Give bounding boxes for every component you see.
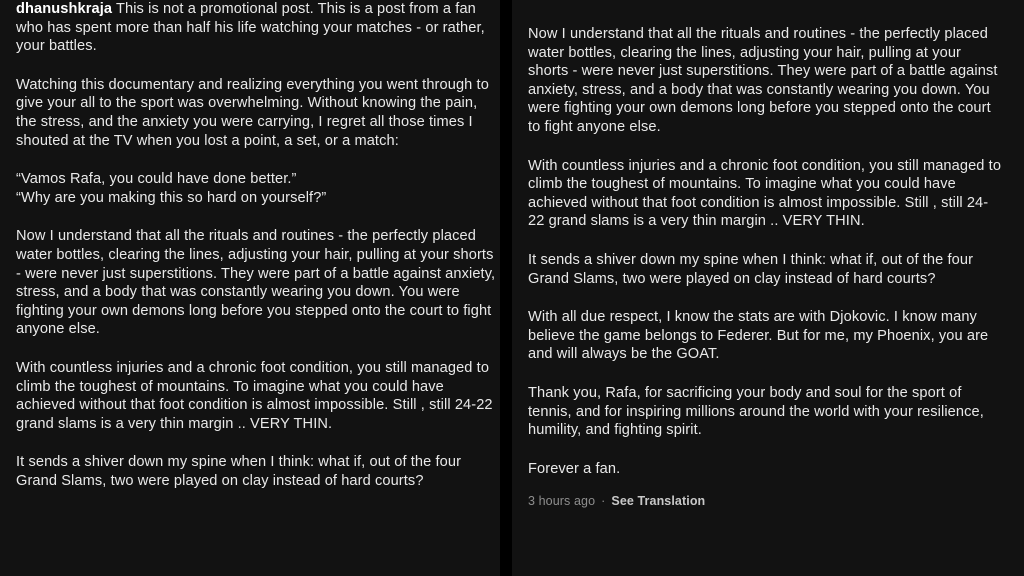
caption-signoff: Forever a fan. bbox=[528, 460, 621, 477]
timestamp: 3 hours ago bbox=[528, 494, 596, 509]
intro-text: This is not a promotional post. This is a post from a fan who has spent more than half his life watching your matches - or rather, your battles. bbox=[16, 1, 485, 55]
see-translation-button[interactable]: See Translation bbox=[611, 494, 706, 509]
post-meta bbox=[528, 492, 1004, 511]
caption-paragraph: With all due respect, I know the stats are with Djokovic. I know many believe the game belongs to Federer. But for me, my Phoenix, you are and will always be the GOAT. bbox=[528, 309, 989, 363]
caption-text bbox=[528, 25, 1004, 511]
caption-paragraph: With countless injuries and a chronic foot condition, you still managed to climb the toughest of mountains. To imagine what you could have achieved without that foot condition is almost impossible. Still , still 24-22 grand slams is a very thin margin .. VERY THIN. bbox=[16, 359, 493, 432]
meta-separator: · bbox=[601, 494, 606, 509]
caption-quote: “Vamos Rafa, you could have done better.” “Why are you making this so hard on yourself?” bbox=[16, 171, 327, 206]
caption-paragraph: With countless injuries and a chronic foot condition, you still managed to climb the toughest of mountains. To imagine what you could have achieved without that foot condition is almost impossible. Still , still 24-22 grand slams is a very thin margin .. VERY THIN. bbox=[528, 157, 1002, 230]
left-caption-panel bbox=[0, 0, 500, 576]
caption-paragraph: Now I understand that all the rituals and routines - the perfectly placed water bottles, clearing the lines, adjusting your hair, pulling at your shorts - were never just superstitions. They were part of a battle against anxiety, stress, and a body that was constantly wearing you down. You were fighting your own demons long before you stepped onto the court to fight anyone else. bbox=[528, 26, 998, 135]
caption-paragraph: Thank you, Rafa, for sacrificing your body and soul for the sport of tennis, and for inspiring millions around the world with your resilience, humility, and fighting spirit. bbox=[528, 384, 984, 439]
caption-paragraph: Now I understand that all the rituals and routines - the perfectly placed water bottles, clearing the lines, adjusting your hair, pulling at your shorts - were never just superstitions. They were part of a battle against anxiety, stress, and a body that was constantly wearing you down. You were fighting your own demons long before you stepped onto the court to fight anyone else. bbox=[16, 228, 496, 338]
caption-paragraph: Watching this documentary and realizing everything you went through to give your all to the sport was overwhelming. Without knowing the pain, the stress, and the anxiety you were carrying, I regret all those times I shouted at the TV when you lost a point, a set, or a match: bbox=[16, 76, 489, 149]
caption-paragraph: It sends a shiver down my spine when I think: what if, out of the four Grand Slams, two were played on clay instead of hard courts? bbox=[528, 251, 974, 287]
username-link[interactable]: dhanushkraja bbox=[16, 1, 113, 17]
right-caption-panel bbox=[512, 0, 1024, 576]
caption-intro bbox=[16, 0, 500, 56]
caption-text bbox=[16, 0, 500, 510]
caption-paragraph: It sends a shiver down my spine when I think: what if, out of the four Grand Slams, two were played on clay instead of hard courts? bbox=[16, 454, 462, 489]
